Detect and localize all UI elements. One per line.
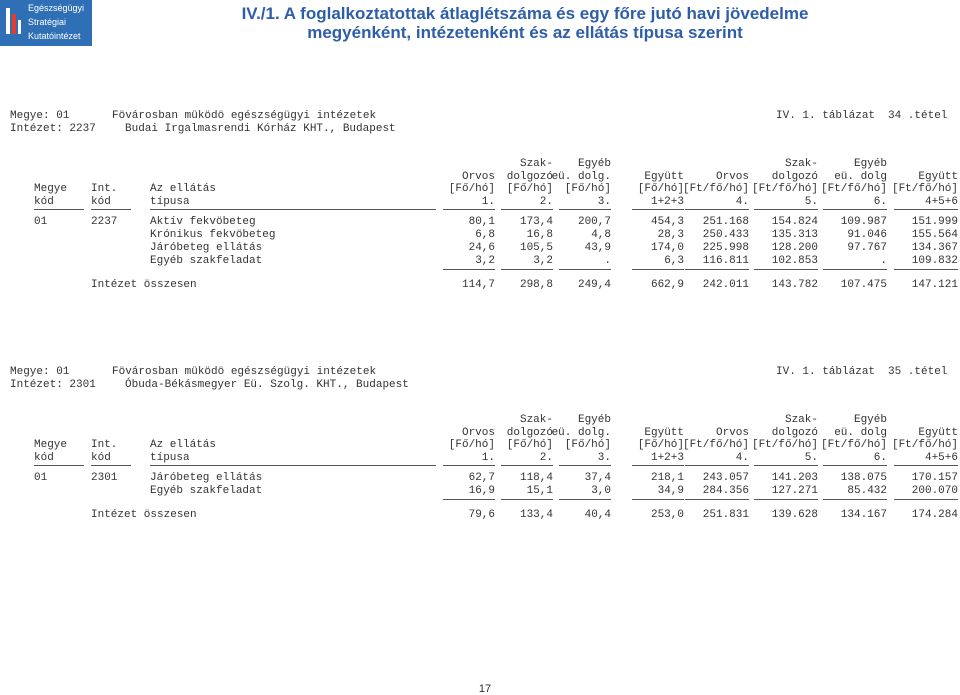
table-row-value-7: . — [880, 255, 887, 267]
column-header-left: Megye — [34, 439, 68, 451]
table-row-value-4: 218,1 — [650, 472, 684, 484]
table-row-value-5: 116.811 — [702, 255, 749, 267]
megye-name: Fövárosban müködö egészségügyi intézetek — [112, 110, 377, 122]
column-header-2: Szak- — [519, 158, 553, 170]
column-header-left: Int. — [91, 183, 118, 195]
header-rule-col-8 — [894, 209, 958, 210]
header-rule-col-5 — [685, 209, 749, 210]
tetel-number: 35 .tétel — [888, 366, 948, 378]
total-row-value-2: 133,4 — [519, 509, 553, 521]
column-header-4: 1+2+3 — [650, 195, 684, 208]
column-header-7: Egyéb — [853, 414, 887, 426]
intezet-label: Intézet: 2301 — [10, 379, 96, 391]
table-row-value-6: 154.824 — [771, 216, 818, 228]
column-header-8: [Ft/fő/hó] — [891, 439, 958, 451]
column-header-3: eü. dolg. — [551, 170, 611, 183]
megye-label: Megye: 01 — [10, 110, 70, 122]
column-header-6: [Ft/fő/hó] — [751, 183, 818, 195]
total-rule-col-3 — [559, 269, 611, 270]
column-header-left: Int. — [91, 439, 118, 451]
column-header-1: Orvos — [461, 170, 495, 183]
table-row-value-7: 138.075 — [840, 472, 887, 484]
column-header-6: Szak- — [784, 158, 818, 170]
total-row-value-4: 662,9 — [650, 279, 684, 291]
page-title-line-1: IV./1. A foglalkoztatottak átlaglétszáma és egy főre jutó havi jövedelme — [241, 4, 809, 23]
table-row-value-5: 225.998 — [702, 242, 749, 254]
header-rule-type — [150, 465, 436, 466]
total-row-value-7: 107.475 — [840, 279, 887, 291]
table-reference: IV. 1. táblázat — [776, 366, 876, 378]
column-header-left: Az ellátás — [150, 439, 217, 451]
column-header-7: [Ft/fő/hó] — [820, 439, 887, 451]
column-header-5: Orvos — [715, 426, 749, 439]
column-header-6: [Ft/fő/hó] — [751, 439, 818, 451]
table-row-type: Aktív fekvöbeteg — [150, 216, 256, 228]
total-rule-col-2 — [501, 269, 553, 270]
column-header-7: eü. dolg — [834, 426, 887, 439]
column-header-6: 5. — [804, 451, 818, 464]
table-row-value-2: 105,5 — [519, 242, 553, 254]
total-row-value-5: 251.831 — [702, 509, 749, 521]
column-header-8: [Ft/fő/hó] — [891, 183, 958, 195]
table-row-int: 2301 — [91, 472, 118, 484]
column-header-1: Orvos — [461, 426, 495, 439]
table-row-value-4: 28,3 — [657, 229, 684, 241]
column-header-4: 1+2+3 — [650, 451, 684, 464]
megye-label: Megye: 01 — [10, 366, 70, 378]
logo-mark-icon — [4, 6, 22, 36]
column-header-6: Szak- — [784, 414, 818, 426]
institute-logo — [0, 0, 92, 46]
table-row-value-6: 102.853 — [771, 255, 818, 267]
column-header-left-sub: kód — [34, 451, 54, 464]
column-header-3: Egyéb — [577, 158, 611, 170]
total-row-value-8: 174.284 — [911, 509, 958, 521]
table-row-value-3: 43,9 — [584, 242, 611, 254]
table-row-value-5: 284.356 — [702, 485, 749, 497]
table-row-value-2: 16,8 — [526, 229, 553, 241]
header-rule-col-6 — [754, 209, 818, 210]
column-header-3: eü. dolg. — [551, 426, 611, 439]
table-row-value-8: 200.070 — [911, 485, 958, 497]
table-row-value-6: 141.203 — [771, 472, 818, 484]
total-rule-col-5 — [685, 499, 749, 500]
logo-line-3: Kutatóintézet — [28, 31, 81, 41]
column-header-left-sub: típusa — [150, 451, 190, 464]
column-header-1: 1. — [481, 195, 495, 208]
header-rule-type — [150, 209, 436, 210]
header-rule-col-3 — [559, 209, 611, 210]
header-rule-col-1 — [443, 209, 495, 210]
table-row-value-2: 15,1 — [526, 485, 553, 497]
total-row-value-2: 298,8 — [519, 279, 553, 291]
header-rule-int — [91, 465, 131, 466]
intezet-label: Intézet: 2237 — [10, 123, 96, 135]
total-row-value-8: 147.121 — [911, 279, 958, 291]
total-rule-col-4 — [632, 269, 684, 270]
total-row-value-1: 114,7 — [461, 279, 495, 291]
column-header-left: Az ellátás — [150, 183, 217, 195]
page-number: 17 — [478, 683, 492, 695]
total-row-label: Intézet összesen — [91, 279, 197, 291]
column-header-8: 4+5+6 — [924, 195, 958, 208]
column-header-8: 4+5+6 — [924, 451, 958, 464]
header-rule-col-4 — [632, 209, 684, 210]
total-row-value-3: 249,4 — [577, 279, 611, 291]
table-row-value-6: 128.200 — [771, 242, 818, 254]
total-row-value-4: 253,0 — [650, 509, 684, 521]
table-row-value-7: 97.767 — [847, 242, 887, 254]
table-row-value-8: 155.564 — [911, 229, 958, 241]
total-rule-col-2 — [501, 499, 553, 500]
table-row-value-8: 151.999 — [911, 216, 958, 228]
column-header-3: [Fő/hó] — [564, 183, 611, 195]
header-rule-col-2 — [501, 209, 553, 210]
table-row-type: Járóbeteg ellátás — [150, 242, 263, 254]
column-header-2: dolgozó — [506, 170, 553, 183]
table-row-value-4: 6,3 — [664, 255, 684, 267]
table-row-value-5: 243.057 — [702, 472, 749, 484]
column-header-2: 2. — [539, 451, 553, 464]
column-header-5: 4. — [735, 451, 749, 464]
column-header-7: Egyéb — [853, 158, 887, 170]
tetel-number: 34 .tétel — [888, 110, 948, 122]
column-header-left-sub: típusa — [150, 195, 190, 208]
table-row-value-2: 173,4 — [519, 216, 553, 228]
total-row-value-6: 139.628 — [771, 509, 818, 521]
table-row-value-6: 135.313 — [771, 229, 818, 241]
header-rule-col-7 — [823, 465, 887, 466]
table-row-int: 2237 — [91, 216, 118, 228]
table-reference: IV. 1. táblázat — [776, 110, 876, 122]
table-row-type: Egyéb szakfeladat — [150, 255, 263, 267]
column-header-left: Megye — [34, 183, 68, 195]
table-row-value-8: 134.367 — [911, 242, 958, 254]
table-row-value-6: 127.271 — [771, 485, 818, 497]
table-row-megye: 01 — [34, 216, 48, 228]
table-row-value-3: 200,7 — [577, 216, 611, 228]
table-row-value-5: 251.168 — [702, 216, 749, 228]
column-header-3: 3. — [597, 451, 611, 464]
column-header-4: Együtt — [644, 170, 684, 183]
column-header-5: 4. — [735, 195, 749, 208]
intezet-name: Budai Irgalmasrendi Kórház KHT., Budapest — [125, 123, 396, 135]
header-rule-col-5 — [685, 465, 749, 466]
header-rule-col-1 — [443, 465, 495, 466]
column-header-2: dolgozó — [506, 426, 553, 439]
column-header-5: Orvos — [715, 170, 749, 183]
total-rule-col-4 — [632, 499, 684, 500]
table-row-value-8: 170.157 — [911, 472, 958, 484]
column-header-6: 5. — [804, 195, 818, 208]
table-row-value-1: 3,2 — [475, 255, 495, 267]
header-rule-col-7 — [823, 209, 887, 210]
column-header-left-sub: kód — [91, 451, 111, 464]
table-row-value-1: 80,1 — [468, 216, 495, 228]
table-row-type: Krónikus fekvöbeteg — [150, 229, 276, 241]
column-header-2: Szak- — [519, 414, 553, 426]
table-row-value-4: 174,0 — [650, 242, 684, 254]
table-row-value-7: 91.046 — [847, 229, 887, 241]
total-row-value-7: 134.167 — [840, 509, 887, 521]
column-header-5: [Ft/fő/hó] — [682, 439, 749, 451]
table-row-type: Egyéb szakfeladat — [150, 485, 263, 497]
column-header-left-sub: kód — [91, 195, 111, 208]
column-header-5: [Ft/fő/hó] — [682, 183, 749, 195]
column-header-3: 3. — [597, 195, 611, 208]
column-header-7: 6. — [873, 195, 887, 208]
table-row-value-7: 85.432 — [847, 485, 887, 497]
column-header-left-sub: kód — [34, 195, 54, 208]
total-row-value-5: 242.011 — [702, 279, 749, 291]
table-row-value-3: . — [604, 255, 611, 267]
column-header-6: dolgozó — [771, 426, 818, 439]
table-row-value-1: 16,9 — [468, 485, 495, 497]
total-row-value-1: 79,6 — [468, 509, 495, 521]
column-header-8: Együtt — [918, 170, 958, 183]
column-header-2: [Fő/hó] — [506, 439, 553, 451]
total-rule-col-7 — [823, 499, 887, 500]
table-row-value-7: 109.987 — [840, 216, 887, 228]
column-header-7: [Ft/fő/hó] — [820, 183, 887, 195]
table-row-value-3: 3,0 — [591, 485, 611, 497]
intezet-name: Óbuda-Békásmegyer Eü. Szolg. KHT., Budapest — [125, 379, 409, 391]
table-row-value-1: 24,6 — [468, 242, 495, 254]
total-rule-col-5 — [685, 269, 749, 270]
column-header-2: [Fő/hó] — [506, 183, 553, 195]
megye-name: Fövárosban müködö egészségügyi intézetek — [112, 366, 377, 378]
column-header-7: eü. dolg — [834, 170, 887, 183]
total-rule-col-7 — [823, 269, 887, 270]
column-header-3: [Fő/hó] — [564, 439, 611, 451]
total-row-value-3: 40,4 — [584, 509, 611, 521]
header-rule-col-2 — [501, 465, 553, 466]
column-header-7: 6. — [873, 451, 887, 464]
column-header-8: Együtt — [918, 426, 958, 439]
page-title-line-2: megyénként, intézetenként és az ellátás típusa szerint — [307, 23, 743, 42]
table-row-value-3: 37,4 — [584, 472, 611, 484]
table-row-value-3: 4,8 — [591, 229, 611, 241]
total-row-value-6: 143.782 — [771, 279, 818, 291]
column-header-1: [Fő/hó] — [448, 183, 495, 195]
header-rule-int — [91, 209, 131, 210]
table-row-value-5: 250.433 — [702, 229, 749, 241]
total-row-label: Intézet összesen — [91, 509, 197, 521]
header-rule-col-8 — [894, 465, 958, 466]
table-row-value-1: 62,7 — [468, 472, 495, 484]
column-header-1: 1. — [481, 451, 495, 464]
header-rule-col-6 — [754, 465, 818, 466]
column-header-2: 2. — [539, 195, 553, 208]
total-rule-col-3 — [559, 499, 611, 500]
column-header-4: Együtt — [644, 426, 684, 439]
table-row-value-2: 3,2 — [533, 255, 553, 267]
column-header-3: Egyéb — [577, 414, 611, 426]
header-rule-col-4 — [632, 465, 684, 466]
total-rule-col-8 — [894, 499, 958, 500]
column-header-1: [Fő/hó] — [448, 439, 495, 451]
header-rule-col-3 — [559, 465, 611, 466]
total-rule-col-1 — [443, 499, 495, 500]
table-row-value-1: 6,8 — [475, 229, 495, 241]
column-header-6: dolgozó — [771, 170, 818, 183]
table-row-value-4: 34,9 — [657, 485, 684, 497]
total-rule-col-8 — [894, 269, 958, 270]
total-rule-col-6 — [754, 499, 818, 500]
column-header-4: [Fő/hó] — [637, 439, 684, 451]
header-rule-megye — [34, 209, 84, 210]
logo-line-1: Egészségügyi — [28, 3, 85, 13]
table-row-value-8: 109.832 — [911, 255, 958, 267]
total-rule-col-6 — [754, 269, 818, 270]
table-row-value-2: 118,4 — [519, 472, 553, 484]
table-row-type: Járóbeteg ellátás — [150, 472, 263, 484]
column-header-4: [Fő/hó] — [637, 183, 684, 195]
total-rule-col-1 — [443, 269, 495, 270]
table-row-megye: 01 — [34, 472, 48, 484]
logo-line-2: Stratégiai — [28, 17, 67, 27]
table-row-value-4: 454,3 — [650, 216, 684, 228]
header-rule-megye — [34, 465, 84, 466]
